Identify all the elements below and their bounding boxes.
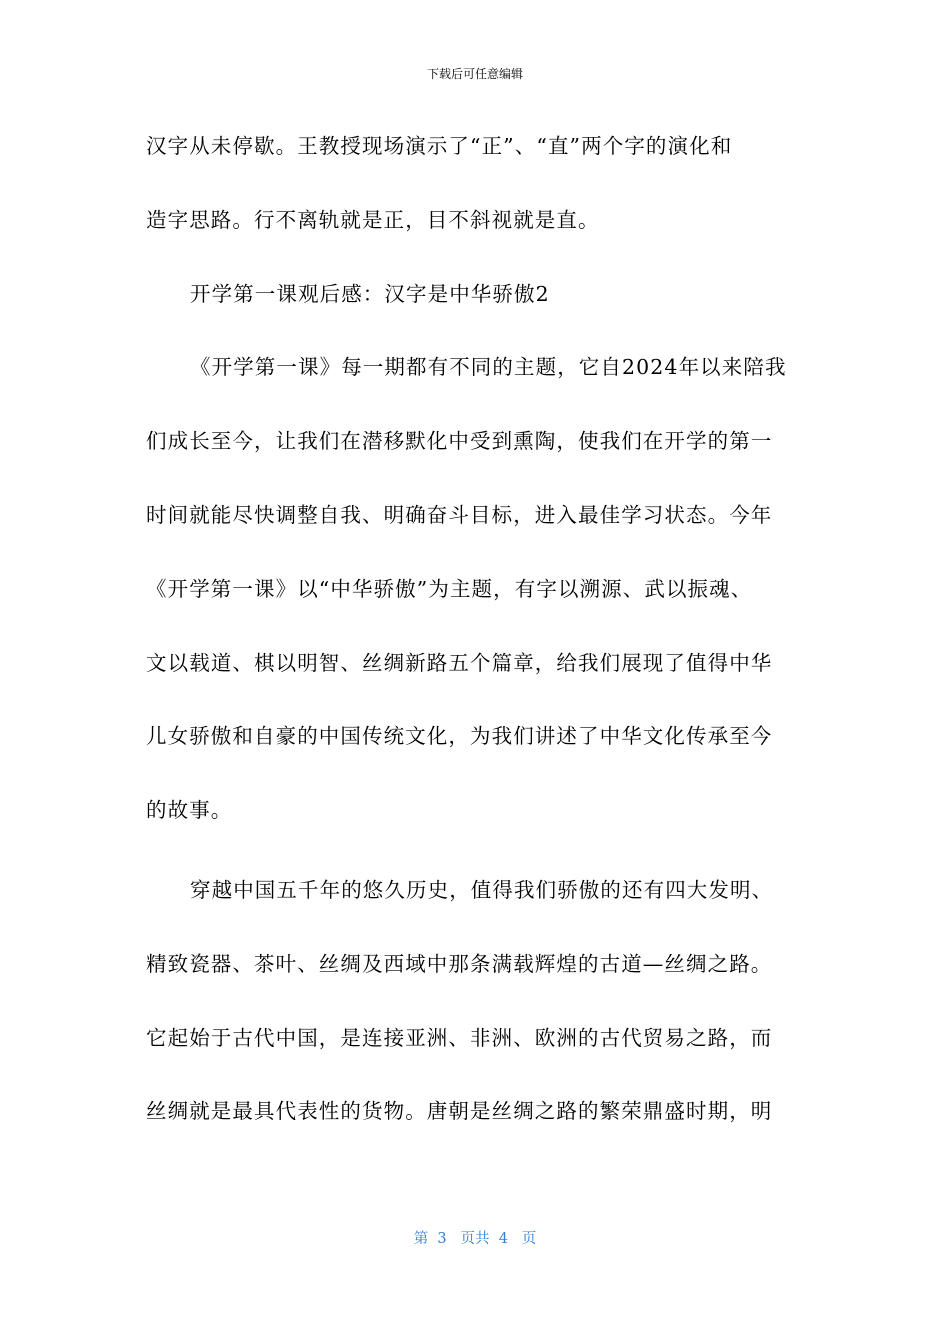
page-header: 下载后可任意编辑 bbox=[426, 67, 523, 81]
text-line: 的故事。 bbox=[146, 798, 233, 823]
text-line: 穿越中国五千年的悠久历史，值得我们骄傲的还有四大发明、 bbox=[190, 877, 774, 902]
section-heading: 开学第一课观后感：汉字是中华骄傲2 bbox=[190, 281, 550, 306]
text-line: 《开学第一课》每一期都有不同的主题，它自2024年以来陪我 bbox=[190, 355, 787, 380]
text-line: 丝绸就是最具代表性的货物。唐朝是丝绸之路的繁荣鼎盛时期，明 bbox=[146, 1099, 773, 1124]
text-line: 们成长至今，让我们在潜移默化中受到熏陶，使我们在开学的第一 bbox=[146, 429, 773, 454]
document-body bbox=[146, 126, 811, 1165]
text-line: 它起始于古代中国，是连接亚洲、非洲、欧洲的古代贸易之路，而 bbox=[146, 1025, 773, 1050]
text-line: 造字思路。行不离轨就是正，目不斜视就是直。 bbox=[146, 207, 600, 232]
text-line: 汉字从未停歇。王教授现场演示了“正”、“直”两个字的演化和 bbox=[146, 134, 733, 158]
text-line: 时间就能尽快调整自我、明确奋斗目标，进入最佳学习状态。今年 bbox=[146, 502, 773, 527]
text-line: 精致瓷器、茶叶、丝绸及西域中那条满载辉煌的古道—丝绸之路。 bbox=[146, 951, 773, 976]
text-line: 儿女骄傲和自豪的中国传统文化，为我们讲述了中华文化传承至今 bbox=[146, 724, 773, 749]
text-line: 文以载道、棋以明智、丝绸新路五个篇章，给我们展现了值得中华 bbox=[146, 650, 773, 675]
text-line: 《开学第一课》以“中华骄傲”为主题，有字以溯源、武以振魂、 bbox=[146, 576, 753, 601]
page-footer: 第 3 页共 4 页 bbox=[413, 1231, 537, 1247]
